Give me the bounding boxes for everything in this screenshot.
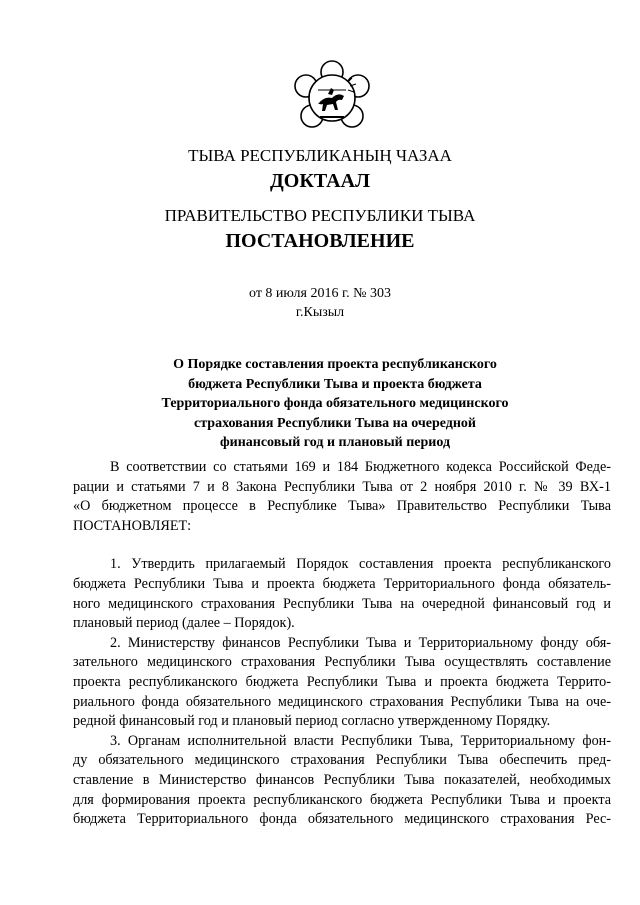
item2-line: риального фонда обязательного медицинского страхования Республики Тыва на оче-: [73, 693, 611, 710]
russian-document-type: ПОСТАНОВЛЕНИЕ: [225, 230, 415, 252]
item2-line: проекта республиканского бюджета Республики Тыва и проекта бюджета Террито-: [73, 673, 611, 690]
document-city: г.Кызыл: [295, 305, 345, 320]
title-line: страхования Республики Тыва на очередной: [194, 415, 476, 431]
item1-line: бюджета Республики Тыва и проекта бюджета Территориального фонда обязатель-: [73, 575, 611, 592]
item3-line: ду обязательного медицинского страхования Республики Тыва обеспечить пред-: [73, 752, 611, 769]
item2-line: зательного медицинского страхования Республики Тыва осуществлять составление: [73, 654, 611, 671]
item1-line: 1. Утвердить прилагаемый Порядок составления проекта республиканского: [110, 556, 611, 573]
item1-line: ного медицинского страхования Республики Тыва на очередной финансовый год и: [73, 595, 611, 612]
title-line: бюджета Республики Тыва и проекта бюджета: [188, 376, 482, 392]
item3-line: ставление в Министерство финансов Республики Тыва показателей, необходимых: [73, 771, 611, 788]
document-date-number: от 8 июля 2016 г. № 303: [249, 286, 391, 301]
item3-line: 3. Органам исполнительной власти Республики Тыва, Территориальному фон-: [110, 732, 611, 749]
item3-line: бюджета Территориального фонда обязательного медицинского страхования Рес-: [73, 811, 611, 828]
republic-emblem-icon: [288, 60, 376, 140]
preamble-line: «О бюджетном процессе в Республике Тыва» Правительство Республики Тыва: [73, 498, 611, 515]
title-line: финансовый год и плановый период: [219, 435, 451, 450]
document-title: [120, 355, 550, 453]
title-line: О Порядке составления проекта республиканского: [173, 357, 497, 372]
item1-line: плановый период (далее – Порядок).: [73, 615, 295, 632]
item2-line: редной финансовый год и плановый период согласно утвержденному Порядку.: [73, 713, 551, 730]
russian-government-name: ПРАВИТЕЛЬСТВО РЕСПУБЛИКИ ТЫВА: [164, 206, 476, 225]
preamble-line: В соответствии со статьями 169 и 184 Бюджетного кодекса Российской Феде-: [110, 459, 611, 475]
title-line: Территориального фонда обязательного медицинского: [161, 396, 509, 411]
item2-line: 2. Министерству финансов Республики Тыва и Территориальному фонду обя-: [110, 634, 611, 651]
item3-line: для формирования проекта республиканского бюджета Республики Тыва и проекта: [73, 791, 611, 808]
preamble-line: ПОСТАНОВЛЯЕТ:: [73, 517, 192, 534]
tyva-government-name: ТЫВА РЕСПУБЛИКАНЫҢ ЧАЗАА: [188, 146, 452, 165]
preamble-line: рации и статьями 7 и 8 Закона Республики Тыва от 2 ноября 2010 г. № 39 ВХ-1: [73, 478, 611, 495]
tyva-document-type: ДОКТААЛ: [270, 170, 370, 192]
document-body: [73, 458, 611, 830]
